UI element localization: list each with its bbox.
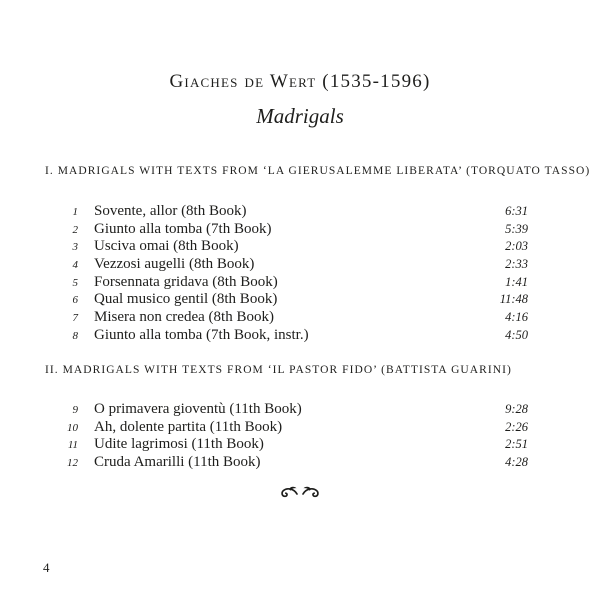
track-title: O primavera gioventù (11th Book) [94,401,302,417]
track-number: 1 [72,206,78,218]
track-row [45,309,528,327]
track-title: Giunto alla tomba (7th Book, instr.) [94,326,309,343]
track-row [45,419,528,437]
track-number: 4 [72,259,78,272]
track-title: Giunto alla tomba (7th Book) [94,220,272,237]
track-duration: 4:50 [505,327,528,342]
track-duration: 2:33 [505,257,528,272]
track-duration: 2:03 [505,239,528,254]
fleuron-icon [277,487,323,504]
track-list-2 [45,401,528,472]
section-heading-2: II. MADRIGALS WITH TEXTS FROM ‘IL PASTOR FIDO’ (BATTISTA GUARINI) [45,364,512,376]
track-title: Udite lagrimosi (11th Book) [94,436,264,453]
track-number: 9 [72,404,78,416]
track-number: 12 [67,457,78,470]
track-title: Sovente, allor (8th Book) [94,203,247,219]
track-title: Misera non credea (8th Book) [94,309,274,326]
track-number: 2 [72,223,78,236]
track-number: 10 [67,421,78,434]
track-duration: 5:39 [505,221,528,236]
artist-title: Giaches de Wert (1535-1596) [169,71,431,92]
track-number: 5 [72,276,78,289]
track-row [45,291,528,309]
track-number: 7 [72,312,78,325]
page-number: 4 [43,560,50,575]
track-title: Forsennata gridava (8th Book) [94,273,278,290]
track-duration: 11:48 [499,292,528,307]
track-row [45,401,528,419]
track-duration: 2:51 [505,437,528,452]
track-title: Vezzosi augelli (8th Book) [94,256,255,273]
track-number: 8 [72,329,78,342]
track-title: Ah, dolente partita (11th Book) [94,418,283,435]
track-duration: 9:28 [505,402,528,416]
track-duration: 4:16 [505,310,528,325]
track-row [45,454,528,472]
track-row [45,436,528,454]
album-title: Madrigals [256,104,344,128]
track-number: 3 [72,241,78,254]
ornament [0,484,600,500]
track-title: Cruda Amarilli (11th Book) [94,454,261,471]
track-row [45,221,528,239]
track-title: Qual musico gentil (8th Book) [94,291,278,308]
track-row [45,274,528,292]
track-duration: 2:26 [505,419,528,434]
track-row [45,256,528,274]
track-number: 11 [67,439,78,452]
track-duration: 6:31 [505,204,528,218]
section-heading-1: I. MADRIGALS WITH TEXTS FROM ‘LA GIERUSALEMME LIBERATA’ (TORQUATO TASSO) [45,165,591,177]
track-row [45,238,528,256]
track-duration: 4:28 [505,455,528,470]
track-number: 6 [72,294,78,307]
track-duration: 1:41 [505,274,528,289]
track-row [45,203,528,221]
track-row [45,327,528,345]
track-title: Usciva omai (8th Book) [94,238,239,255]
track-list-1 [45,203,528,345]
